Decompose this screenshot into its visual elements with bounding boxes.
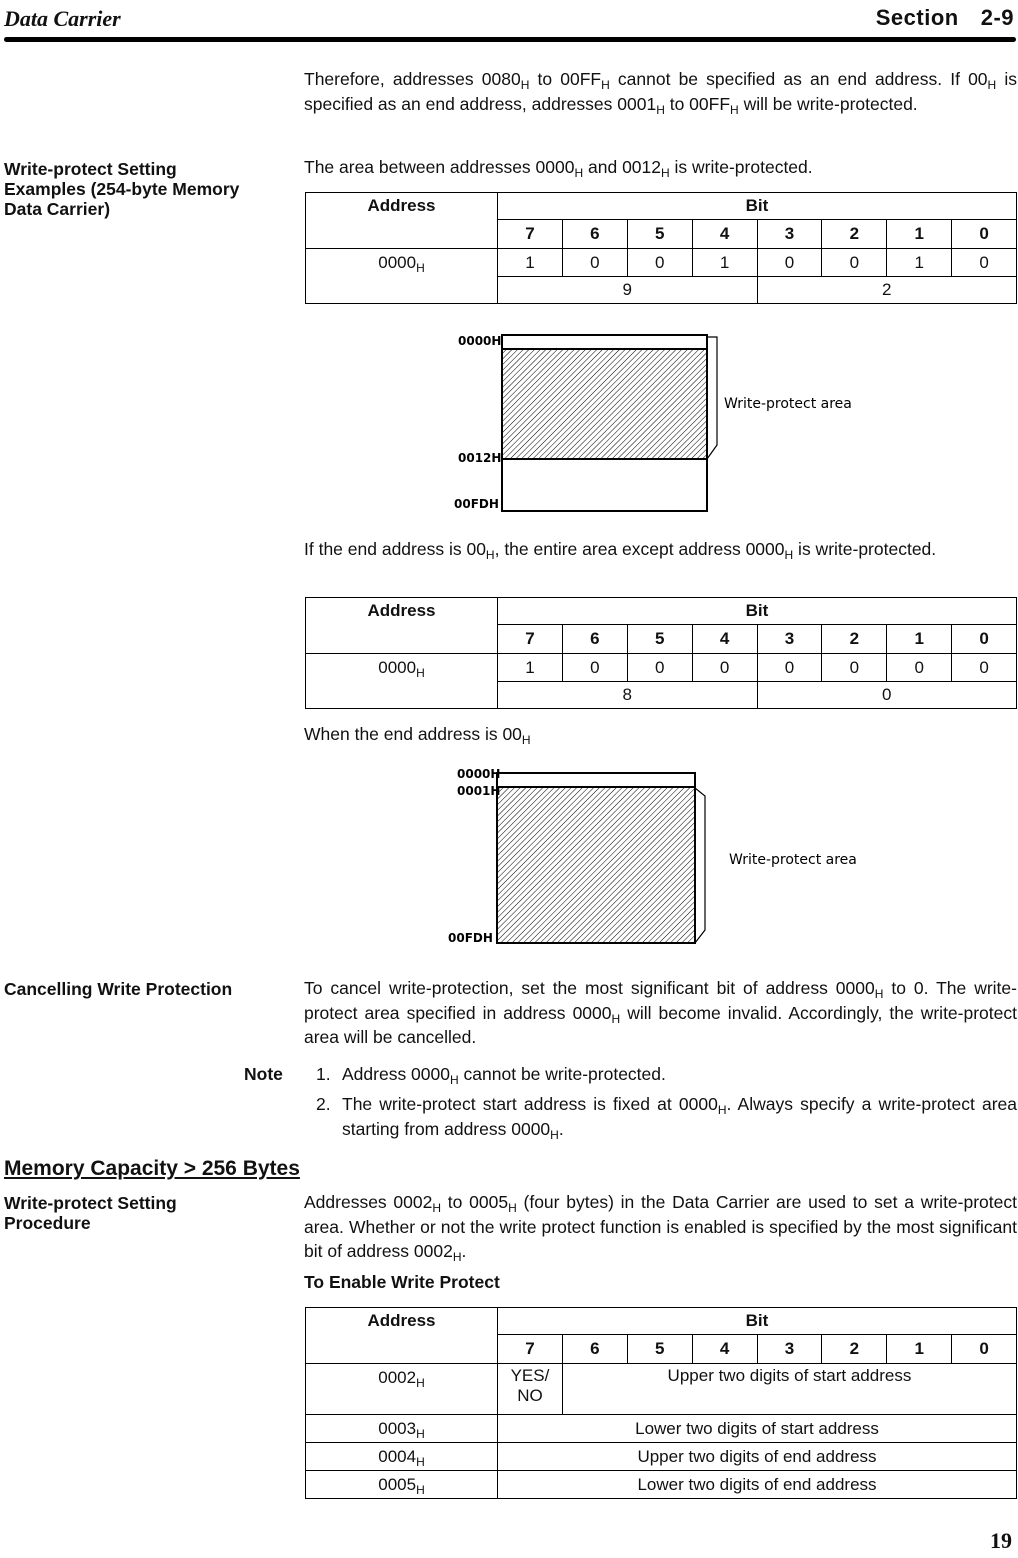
address-label: 0000H [457,767,501,781]
bit-number: 6 [562,220,627,249]
bit-number: 3 [757,220,822,249]
bit-number: 3 [757,625,822,654]
header-section [876,5,1014,31]
bit-number: 4 [692,1335,757,1364]
address-label: 0000H [458,334,502,348]
header-rule [4,37,1016,42]
write-protect-diagram-1 [440,325,880,520]
hatched-protect-area [497,787,695,943]
note-item: 2. The write-protect start address is fixed at $0000_H$. Always specify a write-protect area starting from address $0000_H$. [316,1094,1017,1142]
bit-value: 0 [692,654,757,682]
register-description: Lower two digits of start address [498,1415,1017,1443]
address-header: Address [306,598,498,625]
bit-table-1 [305,192,1017,304]
address-header: Address [306,193,498,220]
bit-number: 5 [627,625,692,654]
bit-number: 0 [952,625,1017,654]
enable-write-protect-subheading: To Enable Write Protect [304,1272,500,1292]
bit-value: 0 [757,654,822,682]
bit-value: 0 [822,249,887,277]
hatched-protect-area [502,349,707,459]
intro-paragraph: Therefore, addresses $0080_H$ to $00FF_H$ cannot be specified as an end address. If $00_H$ is specified as an end address, addresses $0001_H$ to $00FF_H$ will be write-protected. [304,69,1017,117]
write-protect-area-label: Write-protect area [724,396,852,412]
nibble-value: 8 [498,682,758,709]
address-label: 0012H [458,451,502,465]
bit-number: 1 [887,1335,952,1364]
address-cell-spacer [306,277,498,304]
bit-value: 0 [562,249,627,277]
procedure-paragraph: Addresses $0002_H$ to $0005_H$ (four bytes) in the Data Carrier are used to set a write-protect area. Whether or not the write protect function is enabled is specified by the most significant bit of address $0002_H$. [304,1192,1017,1264]
note-number: 1. [316,1064,331,1084]
write-protect-area-label: Write-protect area [729,852,857,868]
note-label: Note [244,1064,283,1084]
bit-number: 7 [498,625,563,654]
side-label-wp-examples: Write-protect Setting Examples (254-byte Memory Data Carrier) [4,159,240,219]
bit-header: Bit [498,193,1017,220]
address-header-spacer [306,1335,498,1364]
bit-value: 1 [498,249,563,277]
bit-number: 5 [627,220,692,249]
area-bracket [695,788,705,943]
bit-number: 5 [627,1335,692,1364]
address-cell: $0000_H$ [306,249,498,277]
bit-value: 1 [887,249,952,277]
register-description: Upper two digits of start address [562,1364,1016,1415]
wp-example-paragraph-3: When the end address is $00_H$ [304,724,531,747]
note-number: 2. [316,1094,331,1114]
bit-number: 2 [822,220,887,249]
register-description: Lower two digits of end address [498,1471,1017,1499]
bit-value: 1 [692,249,757,277]
address-cell: $0000_H$ [306,654,498,682]
section-word: Section [875,5,959,30]
nibble-value: 2 [757,277,1017,304]
bit-table-2 [305,597,1017,709]
address-cell-spacer [306,682,498,709]
bit-number: 0 [952,1335,1017,1364]
area-bracket [707,337,717,459]
bit-value: 0 [757,249,822,277]
address-label: 0001H [457,784,501,798]
bit-number: 6 [562,1335,627,1364]
section-number: 2-9 [980,5,1014,30]
memory-capacity-heading: Memory Capacity > 256 Bytes [4,1157,300,1180]
bit-value: 0 [887,654,952,682]
bit-number: 3 [757,1335,822,1364]
bit-value: 0 [822,654,887,682]
yes-no-flag-cell: YES/ NO [498,1364,563,1415]
header-chapter-title: Data Carrier [4,6,121,31]
wp-example-paragraph-2: If the end address is $00_H$, the entire area except address $0000_H$ is write-protected. [304,539,937,562]
bit-value: 0 [562,654,627,682]
wp-example-paragraph-1: The area between addresses $0000_H$ and $0012_H$ is write-protected. [304,157,813,180]
side-label-cancel: Cancelling Write Protection [4,979,233,999]
bit-value: 0 [627,249,692,277]
bit-number: 1 [887,220,952,249]
bit-number: 2 [822,625,887,654]
address-header-spacer [306,625,498,654]
bit-number: 2 [822,1335,887,1364]
bit-number: 1 [887,625,952,654]
bit-number: 7 [498,220,563,249]
address-cell: $0004_H$ [306,1443,498,1471]
cancel-paragraph: To cancel write-protection, set the most significant bit of address $0000_H$ to 0. The write-protect area specified in address $0000_H$ will become invalid. Accordingly, the write-protect area will be cancelled. [304,978,1017,1047]
bit-value: 0 [952,249,1017,277]
bit-value: 1 [498,654,563,682]
address-cell: $0003_H$ [306,1415,498,1443]
address-header: Address [306,1308,498,1335]
address-label: 00FDH [454,497,499,511]
address-label: 00FDH [448,931,493,945]
side-label-wp-procedure: Write-protect Setting Procedure [4,1193,177,1233]
write-protect-diagram-2 [440,760,880,950]
nibble-value: 9 [498,277,758,304]
nibble-value: 0 [757,682,1017,709]
bit-number: 4 [692,220,757,249]
bit-number: 6 [562,625,627,654]
bit-header: Bit [498,1308,1017,1335]
bit-value: 0 [952,654,1017,682]
bit-number: 7 [498,1335,563,1364]
bit-number: 0 [952,220,1017,249]
wp-register-table [305,1307,1017,1499]
address-header-spacer [306,220,498,249]
page-number: 19 [990,1528,1012,1553]
note-item: 1. Address $0000_H$ cannot be write-protected. [316,1064,666,1087]
register-description: Upper two digits of end address [498,1443,1017,1471]
address-cell: $0002_H$ [306,1364,498,1415]
bit-number: 4 [692,625,757,654]
address-cell: $0005_H$ [306,1471,498,1499]
bit-value: 0 [627,654,692,682]
bit-header: Bit [498,598,1017,625]
